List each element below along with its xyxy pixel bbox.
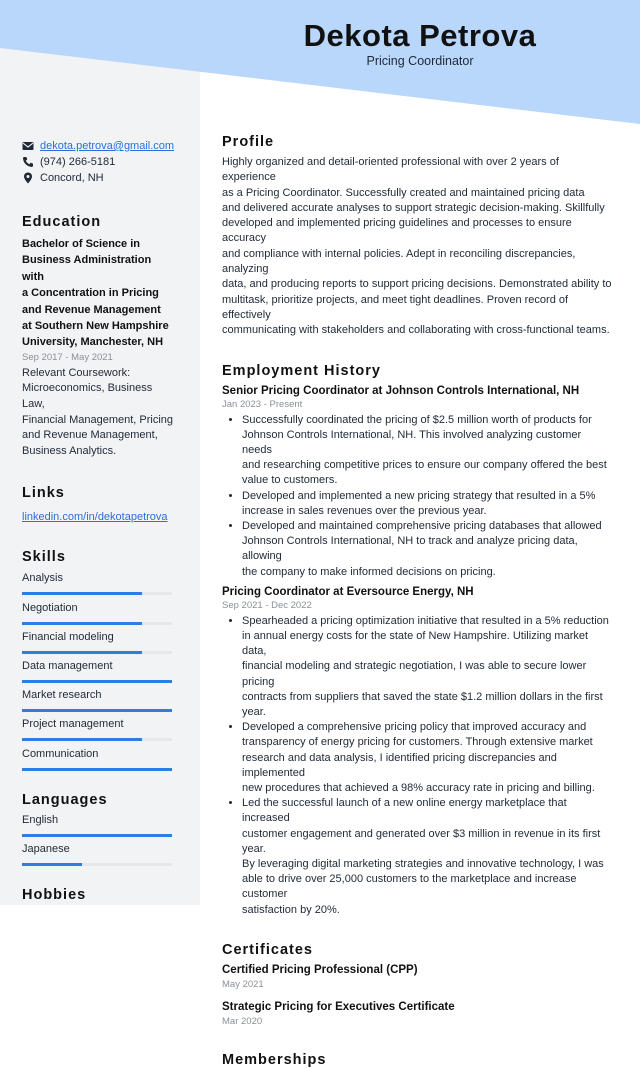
bullet-line: customer engagement and generated over $3 million in revenue in its first year. <box>242 827 601 855</box>
education-heading: Education <box>22 214 102 230</box>
skill-name: Project management <box>22 718 124 731</box>
language-item <box>22 813 174 842</box>
skill-level-bar <box>22 592 172 595</box>
language-level-fill <box>22 834 172 837</box>
profile-line: and delivered accurate analyses to support strategic decision-making. Skillfully <box>222 201 605 214</box>
bullet-line: increase in sales revenues over the previous year. <box>242 504 487 517</box>
certificate-title: Certified Pricing Professional (CPP) <box>222 963 418 976</box>
coursework-line: Relevant Coursework: <box>22 366 131 379</box>
certificate-item <box>222 1001 614 1027</box>
main-content <box>222 134 614 1068</box>
skills-heading: Skills <box>22 549 66 566</box>
degree-line: at Southern New Hampshire <box>22 320 169 333</box>
skill-level-fill <box>22 768 172 771</box>
bullet-line: and researching competitive prices to ensure our company offered the best <box>242 459 607 472</box>
language-level-fill <box>22 863 82 866</box>
skill-level-bar <box>22 680 172 683</box>
profile-line: communicating with stakeholders and collaborating with cross-functional teams. <box>222 324 610 337</box>
job-bullet <box>242 720 614 796</box>
bullet-line: the company to make informed decisions on pricing. <box>242 565 496 578</box>
certificate-item <box>222 964 614 990</box>
skill-level-fill <box>22 680 172 683</box>
coursework-line: Business Analytics. <box>22 444 117 457</box>
language-level-bar <box>22 834 172 837</box>
job-bullets <box>222 614 614 918</box>
skill-item <box>22 601 174 630</box>
bullet-line: transparency of energy pricing for customers. Through extensive market <box>242 736 593 749</box>
profile-line: Highly organized and detail-oriented professional with over 2 years of experience <box>222 156 559 184</box>
job-bullets <box>222 413 614 580</box>
job-bullet <box>242 796 614 918</box>
skill-item <box>22 717 174 746</box>
job-bullet <box>242 489 614 519</box>
job-title: Pricing Coordinator at Eversource Energy, NH <box>222 585 474 598</box>
job-title: Senior Pricing Coordinator at Johnson Controls International, NH <box>222 384 580 397</box>
job-bullet <box>242 519 614 580</box>
job-dates: Jan 2023 - Present <box>222 398 303 410</box>
skill-level-fill <box>22 709 172 712</box>
location-pin-icon <box>22 172 34 184</box>
bullet-line: financial modeling and strategic negotiation, I was able to secure lower pricing <box>242 660 587 688</box>
skill-level-bar <box>22 651 172 654</box>
degree-line: and Revenue Management <box>22 303 161 316</box>
skill-level-bar <box>22 709 172 712</box>
skill-item <box>22 571 174 600</box>
degree-line: University, Manchester, NH <box>22 336 164 349</box>
phone-number: (974) 266-5181 <box>40 156 116 168</box>
skill-level-fill <box>22 622 142 625</box>
language-level-bar <box>22 863 172 866</box>
coursework-line: Microeconomics, Business Law, <box>22 382 153 411</box>
profile-summary <box>222 155 614 339</box>
candidate-name: Dekota Petrova <box>303 18 537 53</box>
bullet-line: Led the successful launch of a new online energy marketplace that increased <box>242 797 567 825</box>
coursework-line: and Revenue Management, <box>22 429 158 442</box>
job-dates: Sep 2021 - Dec 2022 <box>222 599 312 611</box>
bullet-line: able to drive over 25,000 customers to the marketplace and increase customer <box>242 873 577 901</box>
bullet-line: Johnson Controls International, NH to track and analyze pricing data, allowing <box>242 535 578 563</box>
languages-heading: Languages <box>22 791 108 808</box>
job-entry <box>222 586 614 918</box>
memberships-heading: Memberships <box>222 1051 327 1068</box>
profile-line: developed and implemented pricing guidelines and processes to ensure accuracy <box>222 217 572 245</box>
skill-level-fill <box>22 738 142 741</box>
coursework-line: Financial Management, Pricing <box>22 413 174 426</box>
profile-line: and compliance with internal policies. Adept in reconciling discrepancies, analyzing <box>222 247 576 276</box>
hobbies-heading: Hobbies <box>22 887 87 904</box>
linkedin-link[interactable]: linkedin.com/in/dekotapetrova <box>22 511 168 524</box>
education-degree <box>22 236 174 351</box>
bullet-line: contracts from suppliers that saved the state $1.2 million dollars in the first <box>242 690 603 703</box>
languages-list <box>22 813 174 871</box>
bullet-line: Successfully coordinated the pricing of $2.5 million worth of products for <box>242 413 592 426</box>
profile-heading: Profile <box>222 134 275 150</box>
skill-name: Data management <box>22 659 113 672</box>
phone-icon <box>22 156 34 168</box>
skills-list <box>22 571 174 775</box>
bullet-line: satisfaction by 20%. <box>242 903 340 916</box>
education-dates: Sep 2017 - May 2021 <box>22 351 113 363</box>
email-link[interactable]: dekota.petrova@gmail.com <box>40 140 175 152</box>
profile-line: as a Pricing Coordinator. Successfully created and maintained pricing data <box>222 186 585 199</box>
certificate-date: Mar 2020 <box>222 1015 263 1027</box>
skill-name: Communication <box>22 747 99 760</box>
certificate-date: May 2021 <box>222 978 264 990</box>
language-item <box>22 842 174 871</box>
contact-phone-row <box>22 154 174 170</box>
job-bullet <box>242 413 614 489</box>
skill-name: Analysis <box>22 572 63 585</box>
bullet-line: year. <box>242 706 266 719</box>
bullet-line: value to customers. <box>242 474 338 487</box>
skill-level-fill <box>22 592 142 595</box>
degree-line: Business Administration with <box>22 254 152 283</box>
bullet-line: research and data analysis, I identified pricing discrepancies and implemented <box>242 751 557 779</box>
job-bullet <box>242 614 614 720</box>
location-text: Concord, NH <box>40 172 104 184</box>
employment-heading: Employment History <box>222 362 381 379</box>
bullet-line: Developed and implemented a new pricing strategy that resulted in a 5% <box>242 489 596 502</box>
employment-list <box>222 385 614 918</box>
skill-name: Market research <box>22 689 102 702</box>
skill-item <box>22 747 174 776</box>
language-name: Japanese <box>22 842 70 855</box>
skill-name: Financial modeling <box>22 630 114 643</box>
bullet-line: in annual energy costs for the state of New Hampshire. Utilizing market data, <box>242 630 589 658</box>
skill-item <box>22 688 174 717</box>
contact-email-row <box>22 138 174 154</box>
bullet-line: new procedures that achieved a 98% accuracy rate in pricing and billing. <box>242 782 595 795</box>
links-heading: Links <box>22 485 65 502</box>
skill-item <box>22 630 174 659</box>
candidate-role: Pricing Coordinator <box>366 54 474 68</box>
sidebar <box>22 138 174 903</box>
bullet-line: By leveraging digital marketing strategies and innovative technology, I was <box>242 858 604 871</box>
education-coursework <box>22 366 174 460</box>
certificates-list <box>222 964 614 1027</box>
bullet-line: Developed and maintained comprehensive pricing databases that allowed <box>242 519 602 532</box>
skill-item <box>22 659 174 688</box>
profile-line: data, and producing reports to support pricing decisions. Demonstrated ability to <box>222 278 612 291</box>
certificate-title: Strategic Pricing for Executives Certificate <box>222 1000 455 1013</box>
skill-name: Negotiation <box>22 601 78 614</box>
skill-level-bar <box>22 622 172 625</box>
certificates-heading: Certificates <box>222 941 313 958</box>
bullet-line: Developed a comprehensive pricing policy that improved accuracy and <box>242 721 587 734</box>
skill-level-bar <box>22 768 172 771</box>
bullet-line: Spearheaded a pricing optimization initiative that resulted in a 5% reduction <box>242 614 609 627</box>
degree-line: a Concentration in Pricing <box>22 287 159 300</box>
envelope-icon <box>22 140 34 152</box>
bullet-line: Johnson Controls International, NH. This involved analyzing customer needs <box>242 428 582 456</box>
degree-line: Bachelor of Science in <box>22 238 140 250</box>
skill-level-bar <box>22 738 172 741</box>
profile-line: multitask, prioritize projects, and meet tight deadlines. Proven record of effectively <box>222 293 569 321</box>
skill-level-fill <box>22 651 142 654</box>
contact-location-row <box>22 170 174 186</box>
language-name: English <box>22 813 59 826</box>
job-entry <box>222 385 614 580</box>
